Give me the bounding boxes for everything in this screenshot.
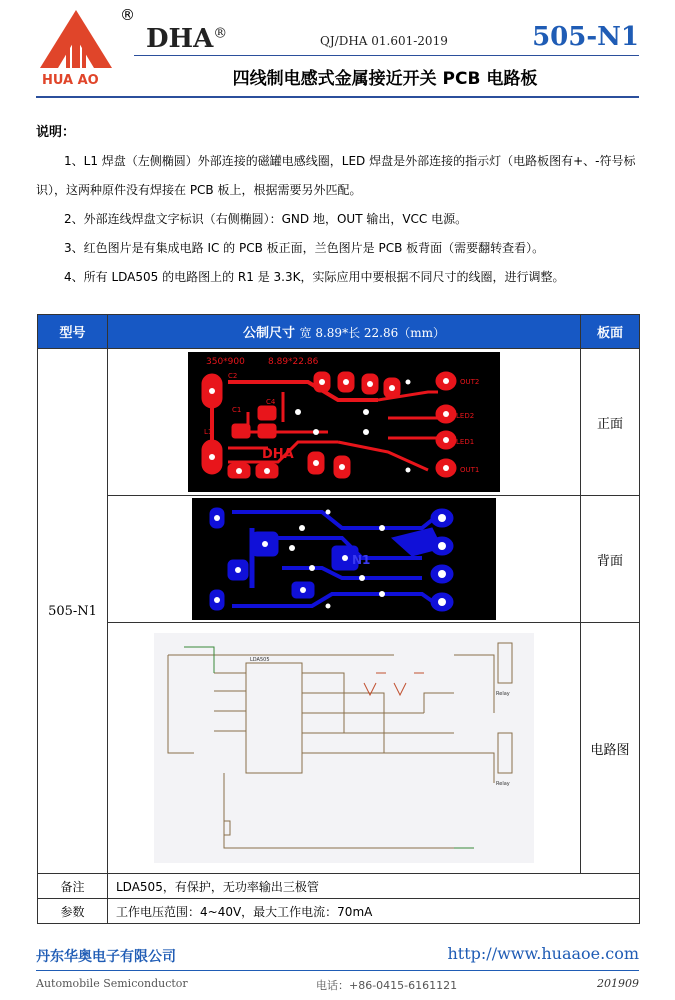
pcb-label: L1 [204, 428, 213, 436]
pcb-back-label: N1 [352, 553, 371, 567]
pcb-label: 8.89*22.86 [268, 357, 319, 367]
schematic-cell [108, 623, 581, 874]
header-divider [134, 55, 639, 56]
col-header-dimensions [108, 315, 581, 349]
side-front-label: 正面 [581, 349, 640, 496]
brand-text: DHA [146, 24, 214, 54]
pcb-front-cell [108, 349, 581, 496]
footer-tagline: Automobile Semiconductor [36, 977, 188, 990]
side-circuit-label: 电路图 [581, 623, 640, 874]
param-label: 参数 [38, 899, 108, 924]
pcb-front-image [188, 352, 500, 492]
col-header-side: 板面 [581, 315, 640, 349]
pcb-label: C4 [266, 398, 276, 406]
schematic-ic-label: LDA505 [250, 657, 270, 663]
page-title: 四线制电感式金属接近开关 PCB 电路板 [232, 69, 538, 89]
registered-mark: ® [120, 6, 135, 24]
param-value: 工作电压范围：4~40V，最大工作电流：70mA [108, 899, 640, 924]
schematic-image [154, 633, 534, 863]
company-name: 丹东华奥电子有限公司 [36, 949, 176, 965]
footer-phone: 电话：+86-0415-6161121 [316, 979, 458, 992]
note-item: 3、红色图片是有集成电路 IC 的 PCB 板正面，兰色图片是 PCB 板背面（需要翻转查看）。 [64, 241, 545, 255]
schematic-relay-label: Relay [496, 691, 510, 697]
model-number: 505-N1 [532, 22, 639, 52]
remark-label: 备注 [38, 874, 108, 899]
pcb-back-cell [108, 496, 581, 623]
brand-name [146, 24, 227, 54]
website-link[interactable]: http://www.huaaoe.com [447, 944, 639, 963]
pcb-brand-label: DHA [262, 447, 294, 462]
schematic-relay-label: Relay [496, 781, 510, 787]
side-back-label: 背面 [581, 496, 640, 623]
pcb-back-image [192, 498, 496, 620]
dim-value: 宽 8.89*长 22.86（mm） [299, 326, 445, 340]
pcb-label: C2 [228, 372, 238, 380]
pcb-label: OUT1 [460, 466, 480, 474]
pcb-label: LED1 [456, 438, 475, 446]
pcb-label: LED2 [456, 412, 475, 420]
note-item: 2、外部连线焊盘文字标识（右侧椭圆）：GND 地，OUT 输出，VCC 电源。 [64, 212, 468, 226]
pcb-label: 350*900 [206, 357, 245, 367]
footer-code: 201909 [597, 977, 639, 990]
dim-label: 公制尺寸 [242, 326, 295, 341]
spec-table [37, 314, 640, 924]
notes-section [36, 118, 642, 292]
footer-divider [36, 970, 639, 971]
pcb-label: C1 [232, 406, 242, 414]
note-item: 4、所有 LDA505 的电路图上的 R1 是 3.3K，实际应用中要根据不同尺寸的线圈，进行调整。 [64, 270, 565, 284]
notes-heading: 说明： [36, 125, 76, 140]
pcb-label: OUT2 [460, 378, 480, 386]
title-divider [36, 96, 639, 98]
standard-code: QJ/DHA 01.601-2019 [320, 34, 448, 48]
col-header-model: 型号 [38, 315, 108, 349]
brand-registered-mark: ® [213, 25, 228, 42]
remark-value: LDA505，有保护，无功率输出三极管 [108, 874, 640, 899]
note-item: 1、L1 焊盘（左侧椭圆）外部连接的磁罐电感线圈，LED 焊盘是外部连接的指示灯（电路板图有+、-符号标识），这两种原件没有焊接在 PCB 板上，根据需要另外匹配。 [36, 154, 636, 197]
model-cell: 505-N1 [38, 349, 108, 874]
logo-text: HUA AO [42, 73, 99, 88]
